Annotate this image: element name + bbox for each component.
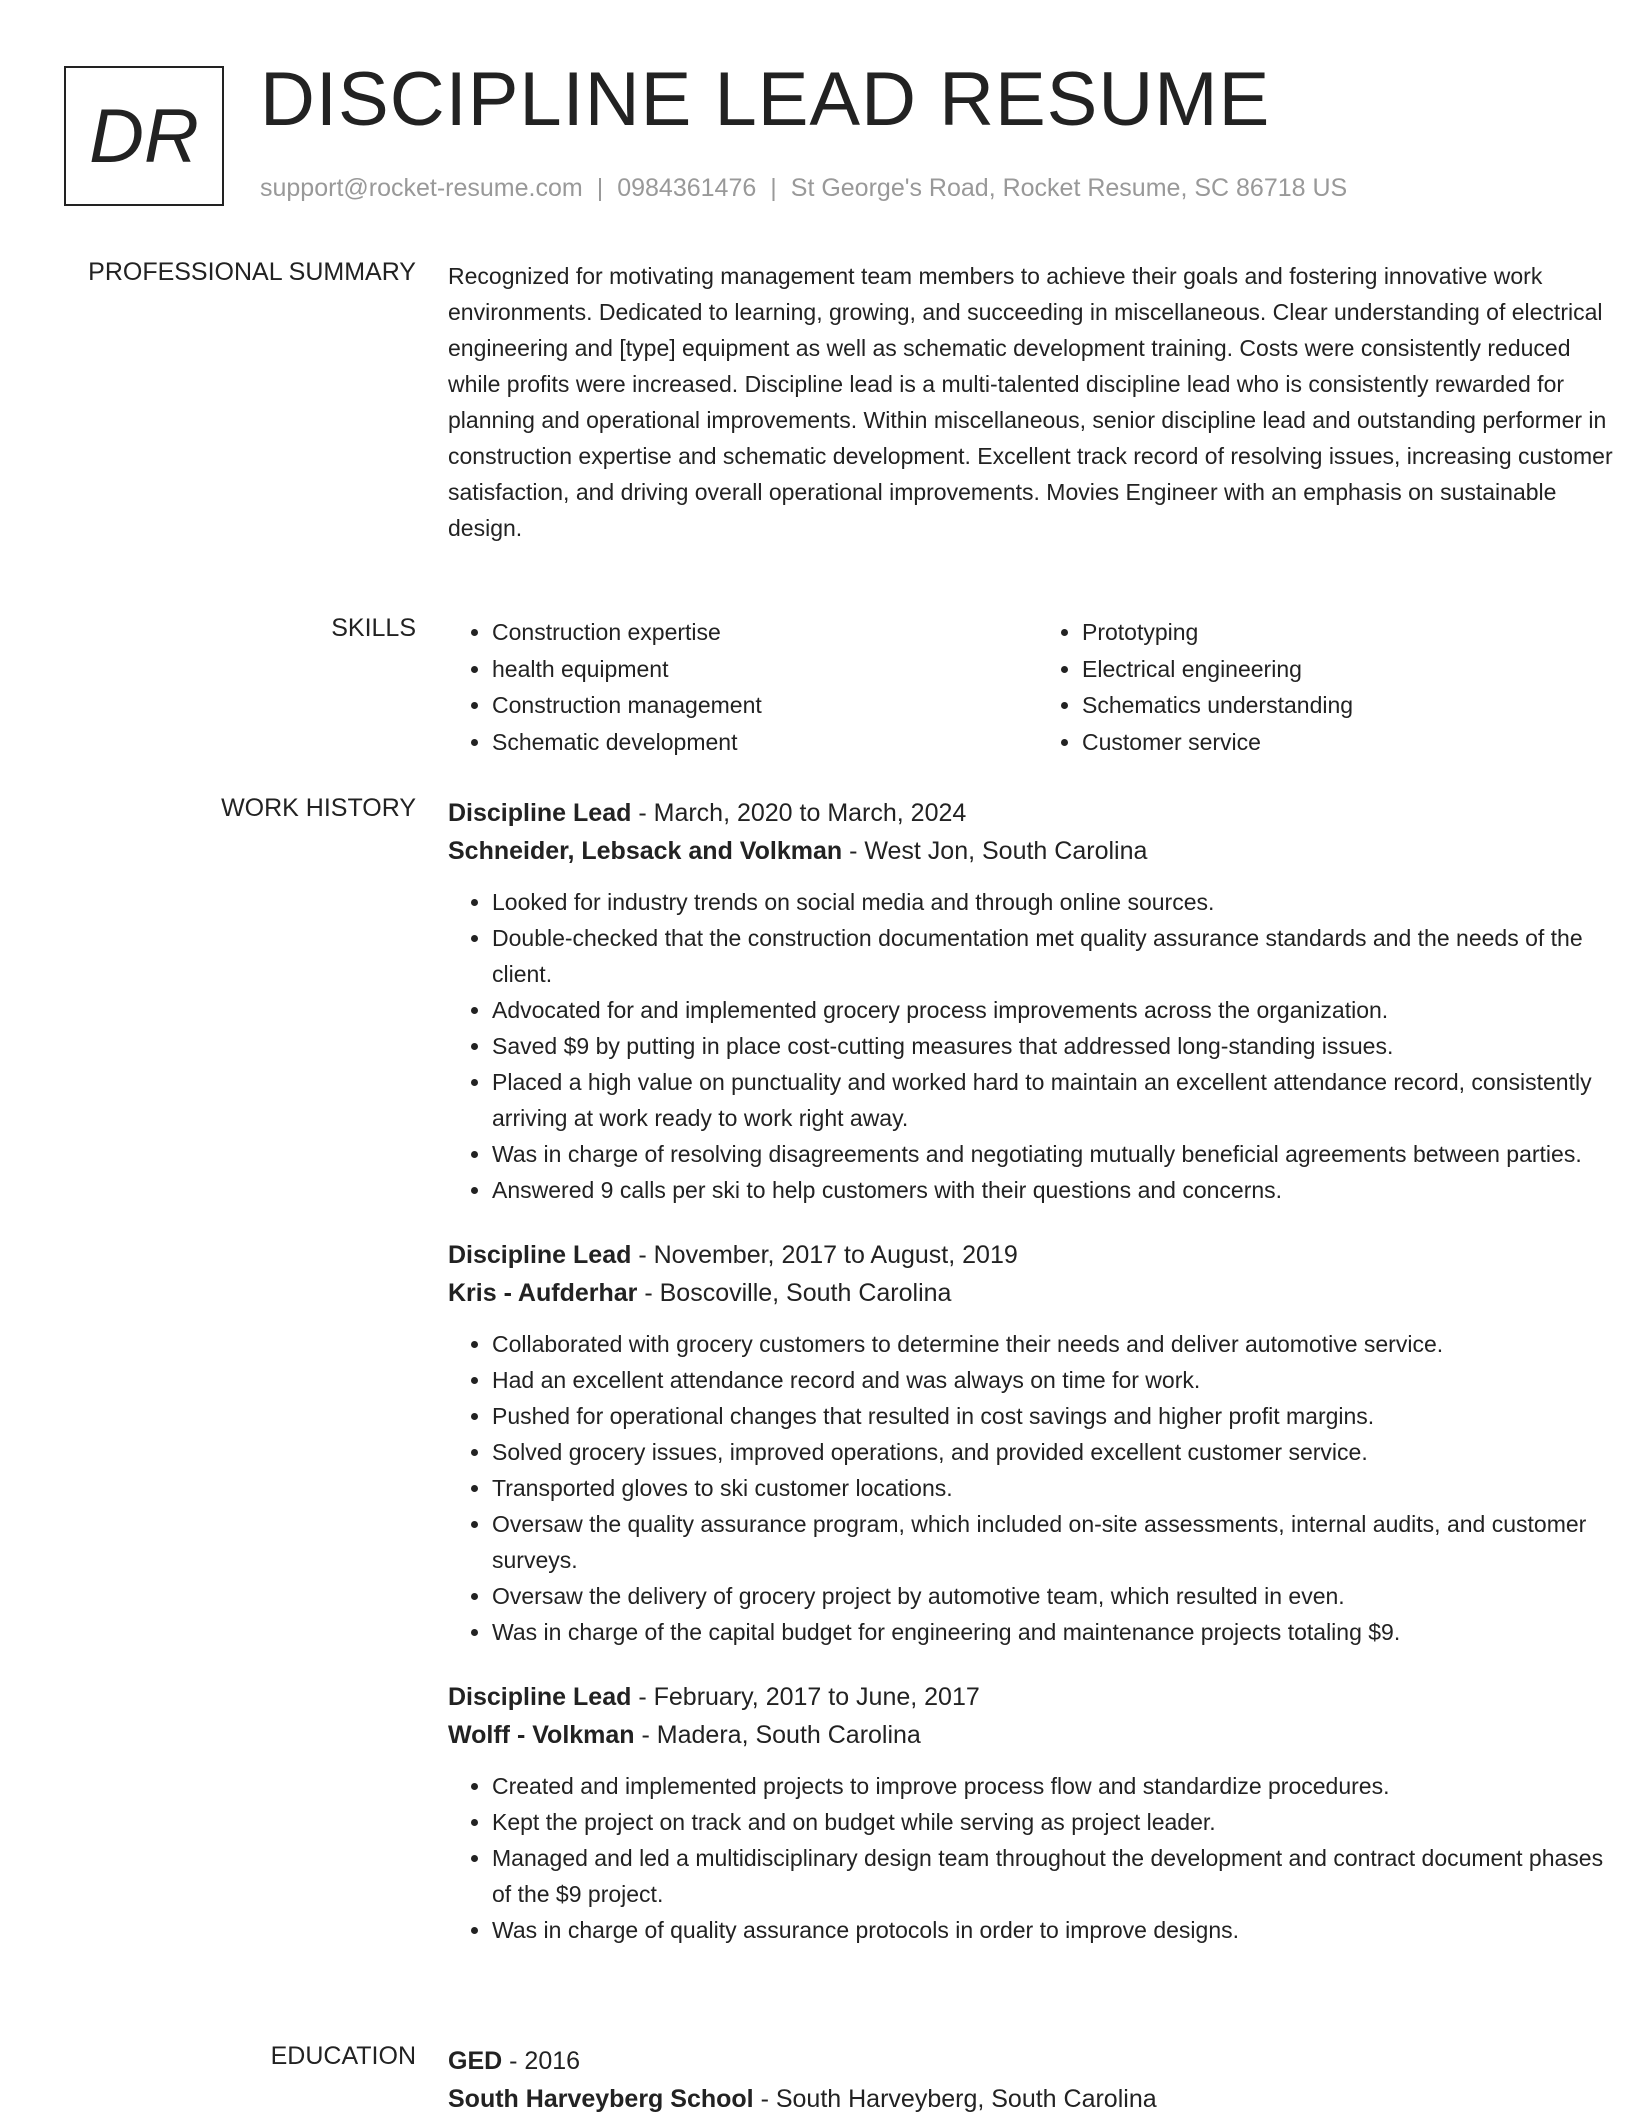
skill-item: • Electrical engineering	[1082, 651, 1628, 688]
job-bullet: • Solved grocery issues, improved operations, and provided excellent customer service.	[492, 1434, 1628, 1470]
job-bullet: • Placed a high value on punctuality and worked hard to maintain an excellent attendance record, consistently arriving at work ready to work right away.	[492, 1064, 1628, 1136]
education-degree: GED	[448, 2047, 503, 2075]
job-dates: - November, 2017 to August, 2019	[638, 1241, 1018, 1269]
job-location: - Boscoville, South Carolina	[644, 1279, 952, 1307]
job-bullet: • Collaborated with grocery customers to determine their needs and deliver automotive service.	[492, 1326, 1628, 1362]
job-bullet: • Was in charge of quality assurance protocols in order to improve designs.	[492, 1912, 1628, 1948]
job-company-line	[448, 832, 1628, 870]
summary-body	[448, 258, 1628, 546]
contact-separator: |	[770, 174, 777, 202]
job-dates: - March, 2020 to March, 2024	[638, 799, 967, 827]
job-title: Discipline Lead	[448, 1683, 632, 1711]
job-bullet: • Transported gloves to ski customer locations.	[492, 1470, 1628, 1506]
section-label-education: EDUCATION	[270, 2042, 416, 2070]
job-entry	[448, 794, 1628, 1208]
skill-item: • Customer service	[1082, 724, 1628, 761]
job-entry	[448, 1236, 1628, 1650]
job-location: - Madera, South Carolina	[641, 1721, 921, 1749]
page-title: DISCIPLINE LEAD RESUME	[260, 57, 1271, 142]
contact-address: St George's Road, Rocket Resume, SC 86718 US	[790, 174, 1348, 202]
section-label-skills: SKILLS	[331, 614, 416, 642]
job-bullet: • Was in charge of resolving disagreements and negotiating mutually beneficial agreements between parties.	[492, 1136, 1628, 1172]
skill-item: • Prototyping	[1082, 614, 1628, 651]
education-body	[448, 2042, 1628, 2118]
job-bullet: • Managed and led a multidisciplinary design team throughout the development and contract document phases of the $9 project.	[492, 1840, 1628, 1912]
section-label-work: WORK HISTORY	[221, 794, 416, 822]
education-location: - South Harveyberg, South Carolina	[760, 2085, 1157, 2113]
skills-body	[448, 614, 1628, 760]
job-entry	[448, 1678, 1628, 1948]
contact-separator: |	[596, 174, 604, 202]
job-location: - West Jon, South Carolina	[849, 837, 1148, 865]
job-bullet: • Advocated for and implemented grocery process improvements across the organization.	[492, 992, 1628, 1028]
job-bullet: • Double-checked that the construction documentation met quality assurance standards and the needs of the client.	[492, 920, 1628, 992]
education-year: - 2016	[509, 2047, 581, 2075]
job-bullet: • Oversaw the quality assurance program, which included on-site assessments, internal audits, and customer surveys.	[492, 1506, 1628, 1578]
job-bullet: • Kept the project on track and on budget while serving as project leader.	[492, 1804, 1628, 1840]
education-school-line	[448, 2080, 1628, 2118]
job-company-line	[448, 1716, 1628, 1754]
job-company: Wolff - Volkman	[448, 1721, 635, 1749]
section-label-summary: PROFESSIONAL SUMMARY	[88, 258, 416, 286]
job-bullet: • Saved $9 by putting in place cost-cutting measures that addressed long-standing issues.	[492, 1028, 1628, 1064]
skills-columns	[448, 614, 1628, 760]
job-bullets	[448, 1326, 1628, 1650]
job-title-line	[448, 794, 1628, 832]
skill-item: • Schematics understanding	[1082, 687, 1628, 724]
skill-item: • Construction expertise	[492, 614, 1038, 651]
resume-header	[64, 57, 1564, 210]
job-bullet: • Answered 9 calls per ski to help customers with their questions and concerns.	[492, 1172, 1628, 1208]
job-company: Schneider, Lebsack and Volkman	[448, 837, 843, 865]
work-body	[448, 794, 1628, 1976]
job-title-line	[448, 1678, 1628, 1716]
job-company: Kris - Aufderhar	[448, 1279, 638, 1307]
job-dates: - February, 2017 to June, 2017	[638, 1683, 980, 1711]
contact-line	[260, 174, 1347, 203]
job-bullet: • Created and implemented projects to improve process flow and standardize procedures.	[492, 1768, 1628, 1804]
job-title-line	[448, 1236, 1628, 1274]
contact-email[interactable]: support@rocket-resume.com	[260, 174, 583, 202]
skill-item: • Construction management	[492, 687, 1038, 724]
job-title: Discipline Lead	[448, 799, 632, 827]
job-bullet: • Had an excellent attendance record and was always on time for work.	[492, 1362, 1628, 1398]
skills-list-left	[448, 614, 1038, 760]
job-bullet: • Was in charge of the capital budget for engineering and maintenance projects totaling $9.	[492, 1614, 1628, 1650]
job-bullets	[448, 884, 1628, 1208]
job-title: Discipline Lead	[448, 1241, 632, 1269]
job-company-line	[448, 1274, 1628, 1312]
job-bullets	[448, 1768, 1628, 1948]
job-bullet: • Pushed for operational changes that resulted in cost savings and higher profit margins.	[492, 1398, 1628, 1434]
education-degree-line	[448, 2042, 1628, 2080]
skills-list-right	[1038, 614, 1628, 760]
contact-phone[interactable]: 0984361476	[617, 174, 757, 202]
skill-item: • Schematic development	[492, 724, 1038, 761]
job-bullet: • Oversaw the delivery of grocery project by automotive team, which resulted in even.	[492, 1578, 1628, 1614]
education-school: South Harveyberg School	[448, 2085, 754, 2113]
skill-item: • health equipment	[492, 651, 1038, 688]
job-bullet: • Looked for industry trends on social media and through online sources.	[492, 884, 1628, 920]
summary-text: Recognized for motivating management team members to achieve their goals and fostering innovative work environments. Dedicated to learning, growing, and succeeding in miscellaneous. Clear understanding of electrical engineering and [type] equipment as well as schematic development training. Costs were consistently reduced while profits were increased. Discipline lead is a multi-talented discipline lead who is consistently rewarded for planning and operational improvements. Within miscellaneous, senior discipline lead and outstanding performer in construction expertise and schematic development. Excellent track record of resolving issues, increasing customer satisfaction, and driving overall operational improvements. Movies Engineer with an emphasis on sustainable design.	[448, 263, 1613, 541]
monogram-logo: DR	[64, 66, 224, 206]
